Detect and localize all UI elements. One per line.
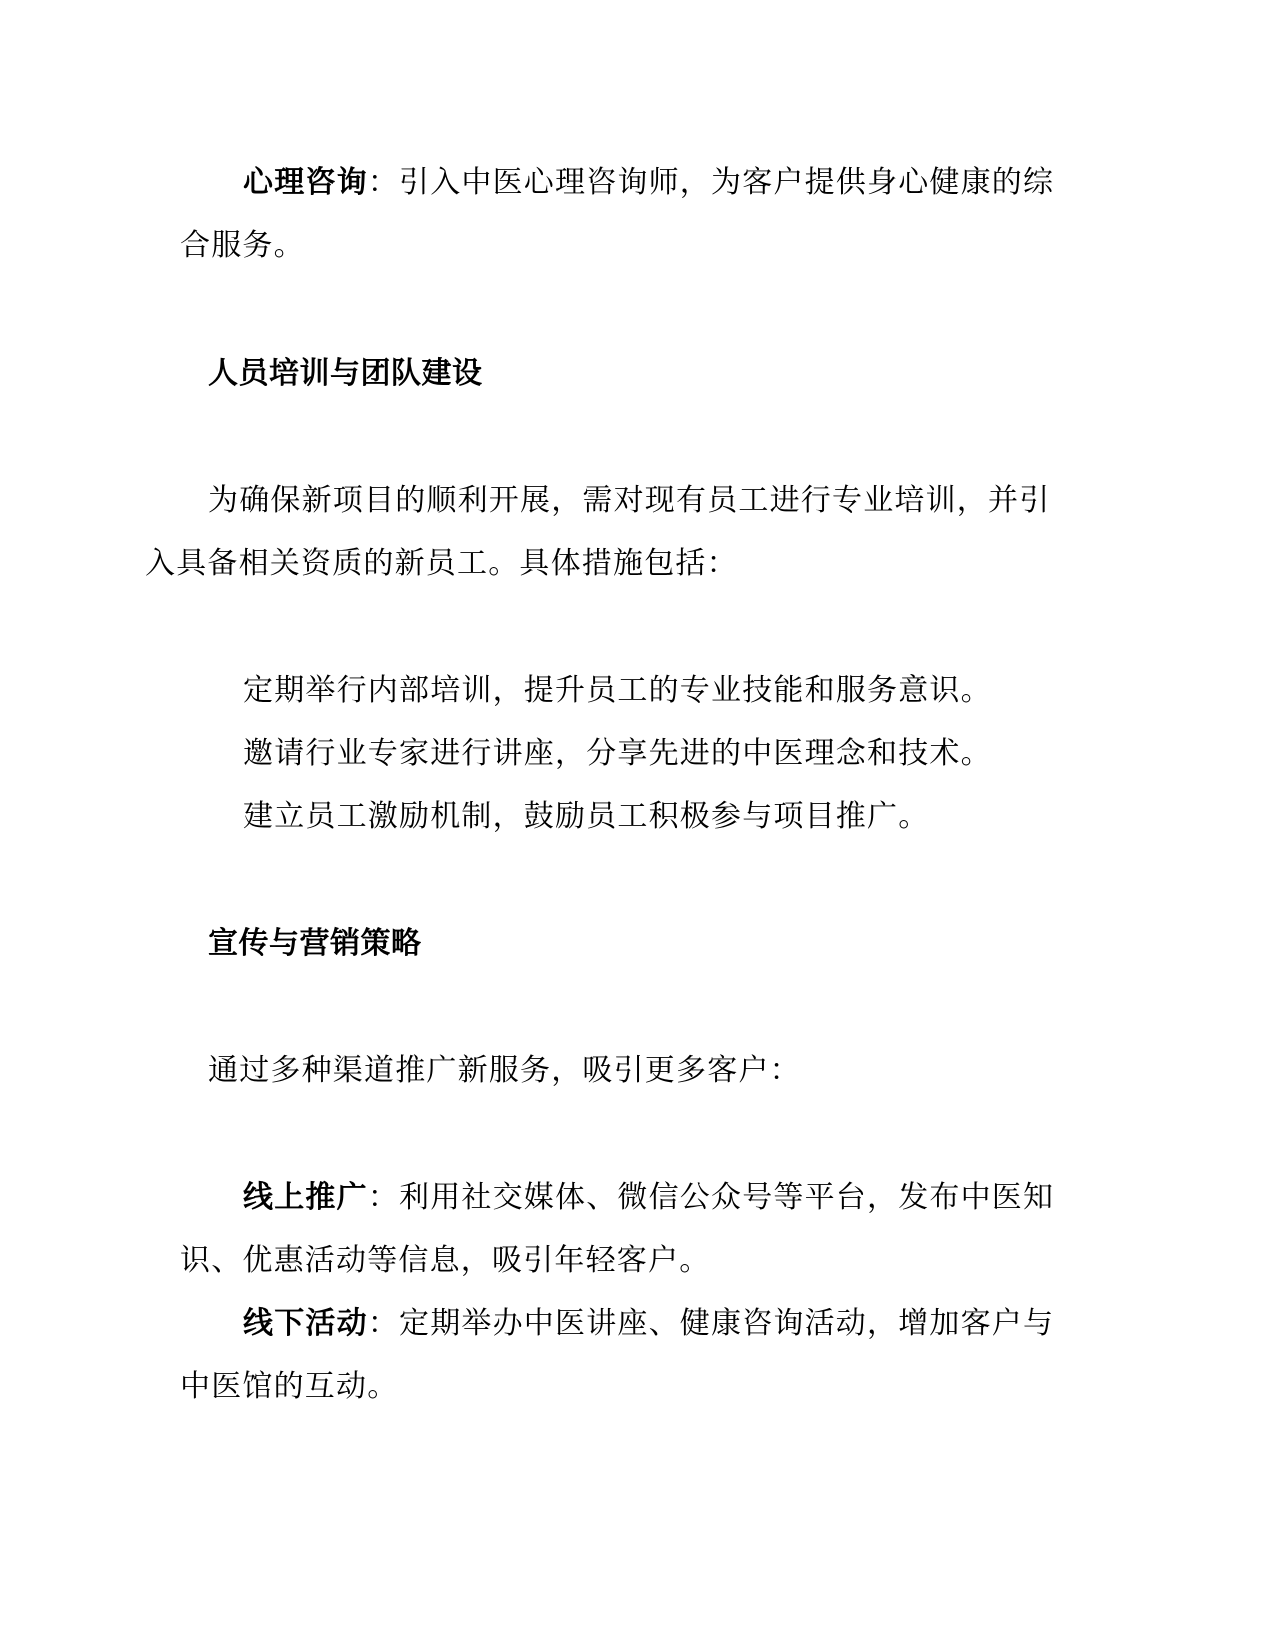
psych-paragraph-line-1 bbox=[243, 163, 1054, 203]
training-intro-line-1: 为确保新项目的顺利开展，需对现有员工进行专业培训，并引 bbox=[208, 483, 1051, 518]
offline-term: 线下活动 bbox=[243, 1306, 368, 1341]
offline-paragraph-line-2: 中医馆的互动。 bbox=[180, 1369, 399, 1404]
psych-paragraph-line-2: 合服务。 bbox=[180, 228, 305, 263]
offline-text-1: ：定期举办中医讲座、健康咨询活动，增加客户与 bbox=[367, 1306, 1055, 1341]
training-item: 定期举行内部培训，提升员工的专业技能和服务意识。 bbox=[243, 673, 992, 708]
psych-text-1: ：引入中医心理咨询师，为客户提供身心健康的综 bbox=[367, 165, 1055, 200]
training-item: 邀请行业专家进行讲座，分享先进的中医理念和技术。 bbox=[243, 736, 992, 771]
online-paragraph-line-1 bbox=[243, 1178, 1054, 1218]
training-item: 建立员工激励机制，鼓励员工积极参与项目推广。 bbox=[243, 799, 930, 834]
training-intro-line-2: 入具备相关资质的新员工。具体措施包括： bbox=[145, 546, 738, 581]
online-paragraph-line-2: 识、优惠活动等信息，吸引年轻客户。 bbox=[180, 1243, 711, 1278]
marketing-intro: 通过多种渠道推广新服务，吸引更多客户： bbox=[208, 1053, 801, 1088]
offline-paragraph-line-1 bbox=[243, 1304, 1054, 1344]
online-term: 线上推广 bbox=[243, 1180, 368, 1215]
training-heading: 人员培训与团队建设 bbox=[208, 356, 483, 391]
marketing-heading: 宣传与营销策略 bbox=[208, 926, 422, 961]
psych-term: 心理咨询 bbox=[243, 165, 368, 200]
online-text-1: ：利用社交媒体、微信公众号等平台，发布中医知 bbox=[367, 1180, 1055, 1215]
